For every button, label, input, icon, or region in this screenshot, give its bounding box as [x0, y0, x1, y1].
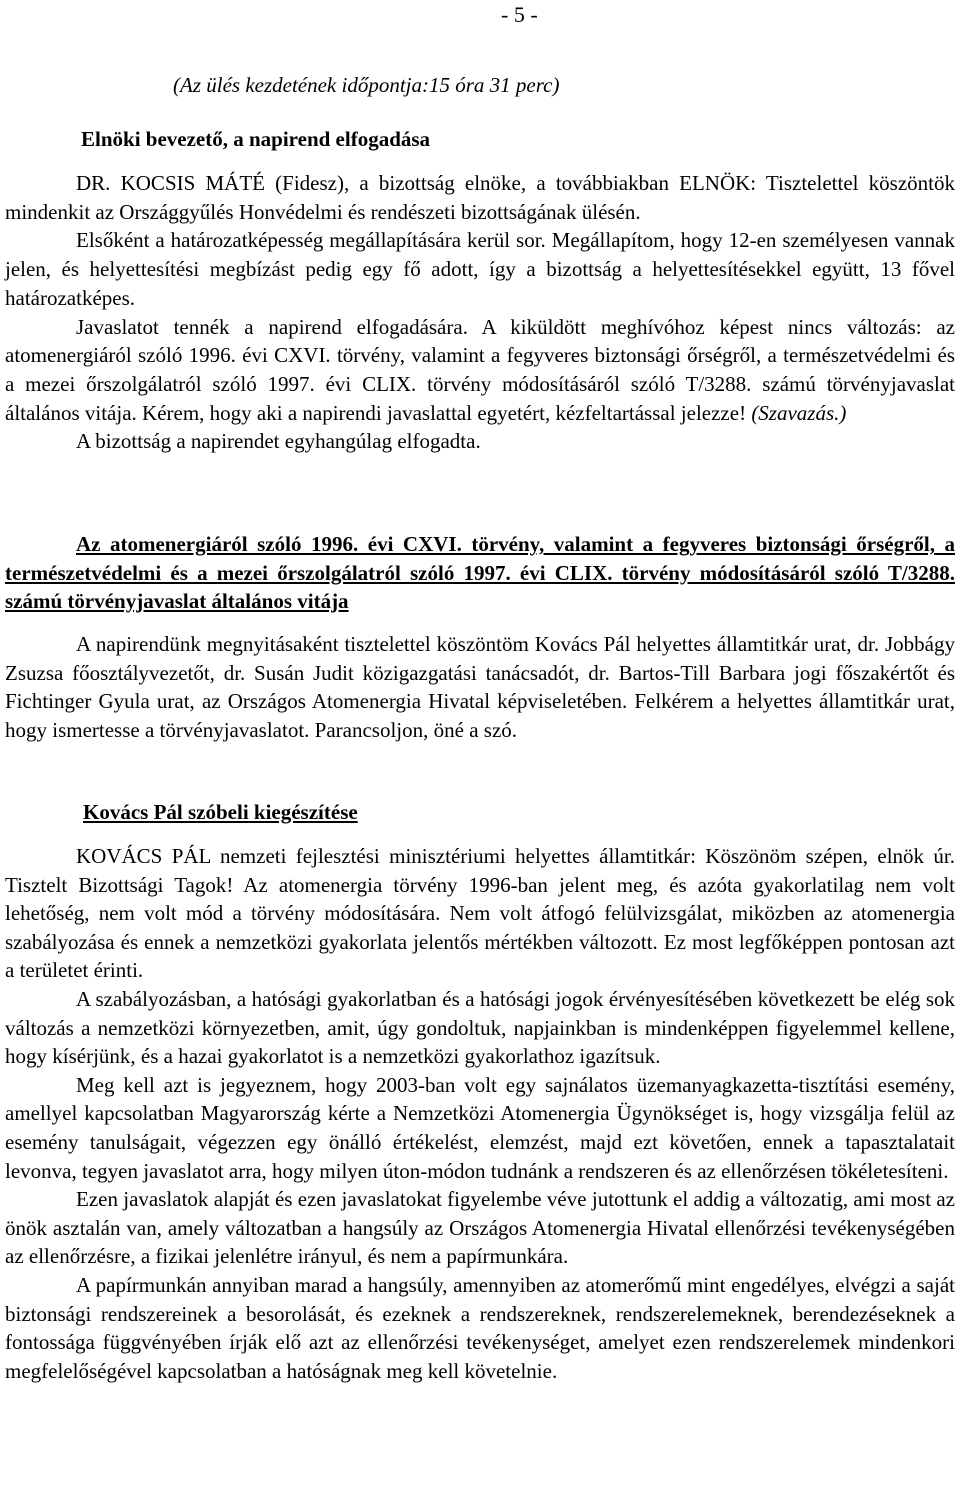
- paragraph: [5, 313, 955, 428]
- agenda-item-heading: [5, 530, 955, 616]
- paragraph: DR. KOCSIS MÁTÉ (Fidesz), a bizottság elnöke, a továbbiakban ELNÖK: Tisztelettel köszöntök mindenkit az Országgyűlés Honvédelmi és rendészeti bizottságának ülésén.: [5, 171, 955, 224]
- paragraph: A szabályozásban, a hatósági gyakorlatban és a hatósági jogok érvényesítésében következett be elég sok változás a nemzetközi környezetben, amit, úgy gondoltuk, napjainkban is mindenképpen figyelemmel kellene, hogy kísérjünk, és a hazai gyakorlatot is a nemzetközi gyakorlathoz igazítsuk.: [5, 986, 955, 1069]
- paragraph: Elsőként a határozatképesség megállapítására kerül sor. Megállapítom, hogy 12-en személyesen vannak jelen, és helyettesítési megbízást pedig egy fő adott, így a bizottság a helyettesítésekkel együtt, 13 fővel határozatképes.: [5, 228, 955, 310]
- paragraph: A bizottság a napirendet egyhangúlag elfogadta.: [76, 429, 481, 454]
- session-start-note: (Az ülés kezdetének időpontja:15 óra 31 perc): [173, 73, 560, 97]
- stage-direction: (Szavazás.): [751, 400, 847, 425]
- paragraph: KOVÁCS PÁL nemzeti fejlesztési minisztériumi helyettes államtitkár: Köszönöm szépen, elnök úr. Tisztelt Bizottsági Tagok! Az atomenergia törvény 1996-ban jelent meg, és azóta gyakorlatilag nem volt lehetőség, nem volt mód a törvény módosítására. Nem volt átfogó felülvizsgálat, miközben az atomenergia szabályozása és ennek a nemzetközi gyakorlata jelentős mértékben változott. Ez most legfőképpen pontosan azt a területet érinti.: [5, 844, 955, 983]
- section-heading-supplement: Kovács Pál szóbeli kiegészítése: [83, 800, 358, 824]
- paragraph: Meg kell azt is jegyeznem, hogy 2003-ban volt egy sajnálatos üzemanyagkazetta-tisztítási esemény, amellyel kapcsolatban Magyarország kérte a Nemzetközi Atomenergia Ügynökséget is, hogy vizsgálja felül az esemény tanulságait, végezzen egy önálló értékelést, elemzést, majd ezt követően, ennek a tapasztalatait levonva, tegyen javaslatot arra, hogy milyen úton-módon tudnánk a rendszeren és az ellenőrzésen tökéletesíteni.: [5, 1072, 955, 1183]
- section-heading-opening: Elnöki bevezető, a napirend elfogadása: [81, 127, 431, 151]
- opening-section-body: [5, 169, 955, 456]
- page-number: - 5 -: [501, 2, 538, 27]
- paragraph: A napirendünk megnyitásaként tisztelettel köszöntöm Kovács Pál helyettes államtitkár urat, dr. Jobbágy Zsuzsa főosztályvezetőt, dr. Susán Judit közigazgatási tanácsadót, dr. Bartos-Till Barbara jogi főszakértőt és Fichtinger Gyula urat, az Országos Atomenergia Hivatal képviseletében. Felkérem a helyettes államtitkár urat, hogy ismertesse a törvényjavaslatot. Parancsoljon, öné a szó.: [5, 632, 955, 743]
- agenda-heading-underlined: Az atomenergiáról szóló 1996. évi CXVI. törvény, valamint a fegyveres biztonsági őrségről, a természetvédelmi és a mezei őrszolgálatról szóló 1997. évi CLIX. törvény módosításáról szóló T/3288. számú törvényjavaslat általános vitája: [5, 532, 955, 613]
- paragraph: Ezen javaslatok alapját és ezen javaslatokat figyelembe véve jutottunk el addig a változatig, ami most az önök asztalán van, amely változatban a hangsúly az Országos Atomenergia Hivatal ellenőrzési tevékenységében az ellenőrzésre, a fizikai jelenlétre irányul, és nem a papírmunkára.: [5, 1187, 955, 1269]
- agenda-heading-text: [5, 530, 955, 616]
- agenda-intro-body: [5, 630, 955, 745]
- paragraph: A papírmunkán annyiban marad a hangsúly, amennyiben az atomerőmű mint engedélyes, elvégzi a saját biztonsági rendszereinek a besorolását, és ezeknek a rendszereknek, rendszerelemeknek, berendezéseknek a fontossága függvényében írják elő azt az ellenőrzési tevékenységet, amelyet ezen rendszerelemek mindenkori megfelelőségével kapcsolatban a hatóságnak meg kell követelnie.: [5, 1272, 955, 1383]
- paragraph-text: Javaslatot tennék a napirend elfogadására. A kiküldött meghívóhoz képest nincs változás: az atomenergiáról szóló 1996. évi CXVI. törvény, valamint a fegyveres biztonsági őrségről, a természetvédelmi és a mezei őrszolgálatról szóló 1997. évi CLIX. törvény módosításáról szóló T/3288. számú törvényjavaslat általános vitája. Kérem, hogy aki a napirendi javaslattal egyetért, kézfeltartással jelezze!: [5, 314, 955, 425]
- supplement-section-body: [5, 842, 955, 1385]
